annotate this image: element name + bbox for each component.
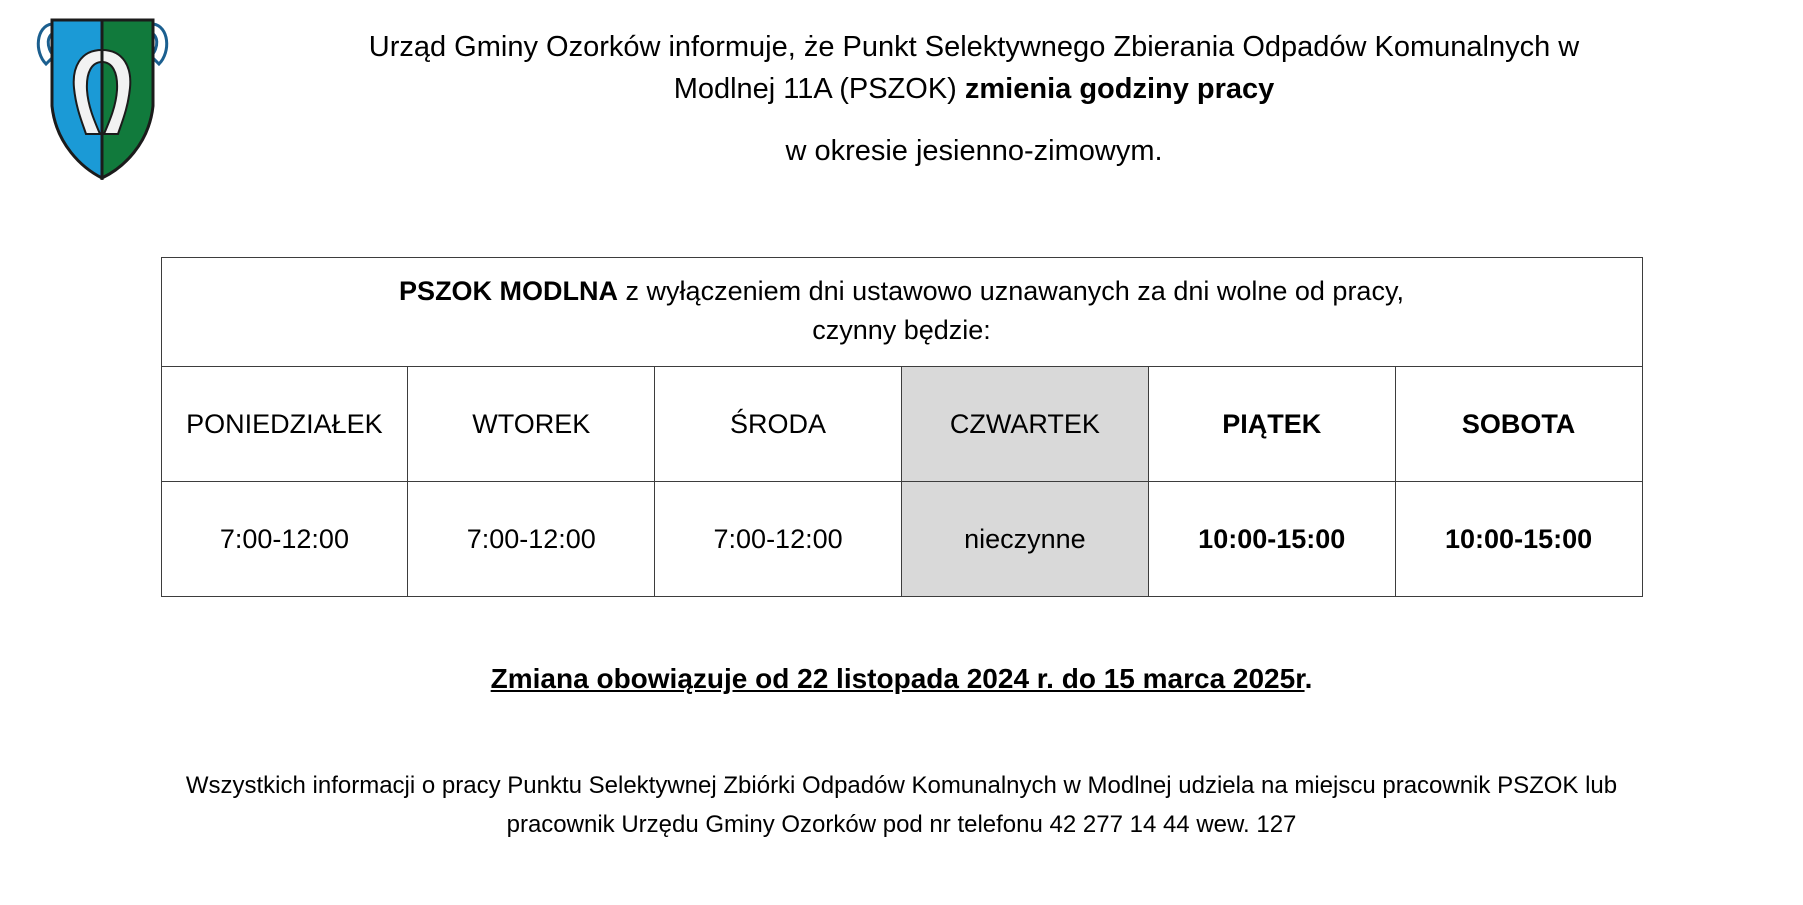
table-title-rest: z wyłączeniem dni ustawowo uznawanych za dni wolne od pracy,	[618, 276, 1404, 306]
hours-saturday: 10:00-15:00	[1395, 482, 1642, 597]
day-header-tuesday: WTOREK	[408, 367, 655, 482]
header-line-2-normal: Modlnej 11A (PSZOK)	[673, 73, 965, 106]
validity-notice	[0, 663, 1803, 695]
footer-contact-info	[0, 767, 1803, 844]
hours-thursday: nieczynne	[901, 482, 1148, 597]
header-line-2-bold: zmienia godziny pracy	[964, 73, 1275, 106]
table-row-hours	[161, 482, 1642, 597]
schedule-table	[161, 257, 1643, 597]
table-title-line2: czynny będzie:	[812, 315, 991, 346]
table-row-days	[161, 367, 1642, 482]
header-line-2	[175, 68, 1773, 110]
day-header-friday: PIĄTEK	[1148, 367, 1395, 482]
hours-friday: 10:00-15:00	[1148, 482, 1395, 597]
hours-wednesday: 7:00-12:00	[655, 482, 902, 597]
day-header-thursday: CZWARTEK	[901, 367, 1148, 482]
crest-container	[0, 10, 175, 185]
day-header-wednesday: ŚRODA	[655, 367, 902, 482]
validity-notice-underlined: Zmiana obowiązuje od 22 listopada 2024 r. do 15 marca 2025r	[490, 663, 1305, 695]
table-title-bold: PSZOK MODLNA	[399, 276, 619, 306]
hours-tuesday: 7:00-12:00	[408, 482, 655, 597]
footer-line-1: Wszystkich informacji o pracy Punktu Selektywnej Zbiórki Odpadów Komunalnych w Modlnej udziela na miejscu pracownik PSZOK lub	[185, 772, 1618, 800]
footer-line-2: pracownik Urzędu Gminy Ozorków pod nr telefonu 42 277 14 44 wew. 127	[506, 810, 1297, 838]
header-text	[175, 10, 1803, 172]
day-header-saturday: SOBOTA	[1395, 367, 1642, 482]
header-line-1: Urząd Gminy Ozorków informuje, że Punkt Selektywnego Zbierania Odpadów Komunalnych w	[368, 31, 1580, 63]
day-header-monday: PONIEDZIAŁEK	[161, 367, 408, 482]
schedule-table-wrapper	[161, 257, 1643, 597]
header	[0, 0, 1803, 185]
coat-of-arms-icon	[30, 10, 175, 180]
hours-monday: 7:00-12:00	[161, 482, 408, 597]
validity-notice-tail: .	[1304, 663, 1313, 695]
table-title-cell	[161, 258, 1642, 367]
table-title-row	[161, 258, 1642, 367]
header-line-3: w okresie jesienno-zimowym.	[785, 135, 1163, 168]
